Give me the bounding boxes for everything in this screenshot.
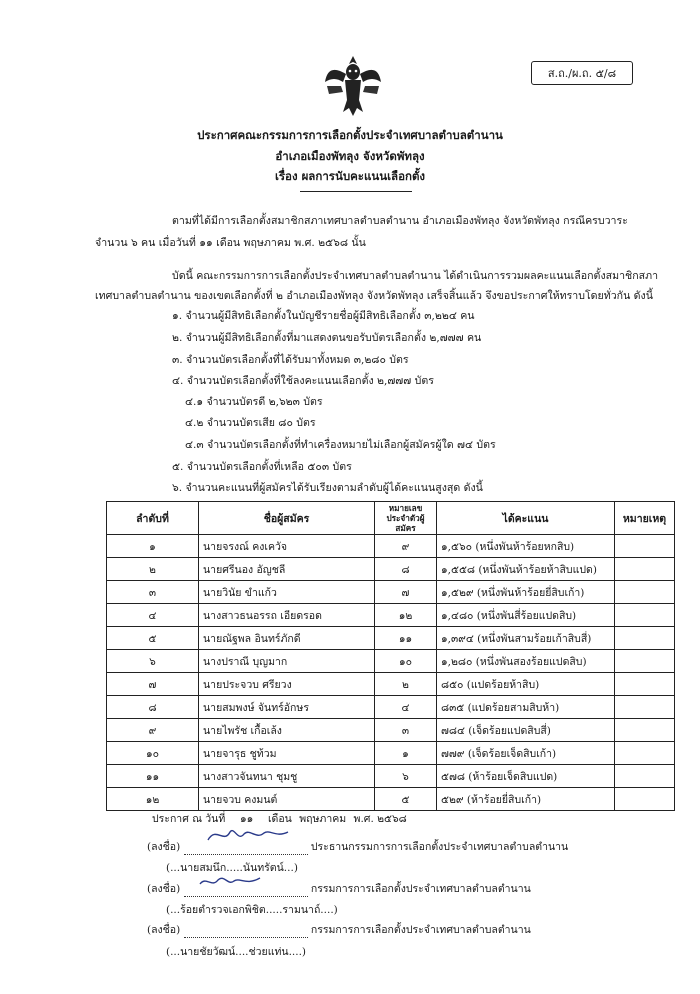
candidate-number-cell: ๙ (375, 535, 437, 558)
signature-1 (147, 838, 568, 855)
note-cell (615, 581, 675, 604)
note-cell (615, 604, 675, 627)
candidate-number-cell: ๕ (375, 788, 437, 811)
candidate-number-cell: ๗ (375, 581, 437, 604)
candidate-number-cell: ๔ (375, 696, 437, 719)
rank-cell: ๑๐ (107, 742, 199, 765)
announce-month-label: เดือน (267, 813, 292, 825)
score-cell: ๗๗๙ (เจ็ดร้อยเจ็ดสิบเก้า) (437, 742, 615, 765)
note-cell (615, 742, 675, 765)
table-row (107, 650, 675, 673)
candidate-name-cell: นางปราณี บุญมาก (199, 650, 375, 673)
signature-3-line (184, 937, 308, 938)
table-row (107, 719, 675, 742)
rank-cell: ๑๒ (107, 788, 199, 811)
candidate-number-cell: ๑๑ (375, 627, 437, 650)
note-cell (615, 558, 675, 581)
candidate-number-cell: ๒ (375, 673, 437, 696)
note-cell (615, 788, 675, 811)
announce-year: ๒๕๖๘ (377, 813, 407, 825)
body-line-1: บัดนี้ คณะกรรมการการเลือกตั้งประจำเทศบาลตำบลตำนาน ได้ดำเนินการรวมผลคะแนนเลือกตั้งสมาชิกสภา (172, 270, 659, 282)
announce-year-label: พ.ศ. (353, 813, 374, 825)
note-cell (615, 719, 675, 742)
rank-cell: ๓ (107, 581, 199, 604)
candidate-name-cell: นายจารุธ ชูท้วม (199, 742, 375, 765)
candidate-name-cell: นางสาวจันทนา ชุมชู (199, 765, 375, 788)
signature-2-role: กรรมการการเลือกตั้งประจำเทศบาลตำบลตำนาน (310, 883, 531, 895)
table-row (107, 558, 675, 581)
score-cell: ๗๘๔ (เจ็ดร้อยแปดสิบสี่) (437, 719, 615, 742)
announce-month: พฤษภาคม (299, 813, 347, 825)
table-row (107, 581, 675, 604)
header-title: ประกาศคณะกรรมการการเลือกตั้งประจำเทศบาลตำบลตำนาน (197, 128, 503, 142)
col-number-header (375, 502, 437, 535)
item-4-2: ๔.๒ จำนวนบัตรเสีย ๘๐ บัตร (185, 417, 316, 429)
item-5: ๕. จำนวนบัตรเลือกตั้งที่เหลือ ๕๐๓ บัตร (172, 461, 352, 473)
note-cell (615, 765, 675, 788)
announce-day: ๑๑ (239, 813, 254, 825)
candidate-number-cell: ๑๐ (375, 650, 437, 673)
table-row (107, 696, 675, 719)
score-cell: ๘๕๐ (แปดร้อยห้าสิบ) (437, 673, 615, 696)
rank-cell: ๙ (107, 719, 199, 742)
note-cell (615, 535, 675, 558)
header-divider (300, 191, 412, 192)
note-cell (615, 673, 675, 696)
rank-cell: ๑๑ (107, 765, 199, 788)
score-cell: ๑,๕๕๘ (หนึ่งพันห้าร้อยห้าสิบแปด) (437, 558, 615, 581)
table-row (107, 535, 675, 558)
col-score-header: ได้คะแนน (437, 502, 615, 535)
table-row (107, 627, 675, 650)
signature-2-line (184, 896, 308, 897)
signature-2-name: (...ร้อยตำรวจเอกพิชิต.....รามนาถ์....) (166, 904, 338, 916)
candidate-name-cell: นายประจวบ ศรียวง (199, 673, 375, 696)
candidate-name-cell: นางสาวธนอรรถ เอียดรอด (199, 604, 375, 627)
note-cell (615, 627, 675, 650)
item-4-3: ๔.๓ จำนวนบัตรเลือกตั้งที่ทำเครื่องหมายไม่เลือกผู้สมัครผู้ใด ๗๔ บัตร (185, 439, 496, 451)
table-row (107, 742, 675, 765)
candidate-name-cell: นายสมพงษ์ จันทร์อักษร (199, 696, 375, 719)
note-cell (615, 650, 675, 673)
signature-1-role: ประธานกรรมการการเลือกตั้งประจำเทศบาลตำบลตำนาน (310, 841, 569, 853)
rank-cell: ๗ (107, 673, 199, 696)
signature-3-name: (...นายชัยวัฒน์....ช่วยแท่น....) (166, 946, 307, 958)
signature-3-role: กรรมการการเลือกตั้งประจำเทศบาลตำบลตำนาน (310, 924, 531, 936)
signature-1-line (184, 854, 308, 855)
candidate-name-cell: นายไพรัช เกื้อเล้ง (199, 719, 375, 742)
announce-prefix: ประกาศ ณ วันที่ (152, 813, 226, 825)
candidate-number-cell: ๑๒ (375, 604, 437, 627)
score-cell: ๑,๓๙๔ (หนึ่งพันสามร้อยเก้าสิบสี่) (437, 627, 615, 650)
table-body (107, 535, 675, 811)
candidate-number-cell: ๓ (375, 719, 437, 742)
header-subject: เรื่อง ผลการนับคะแนนเลือกตั้ง (274, 169, 426, 183)
rank-cell: ๖ (107, 650, 199, 673)
score-cell: ๑,๕๖๐ (หนึ่งพันห้าร้อยหกสิบ) (437, 535, 615, 558)
item-1: ๑. จำนวนผู้มีสิทธิเลือกตั้งในบัญชีรายชื่อผู้มีสิทธิเลือกตั้ง ๓,๒๒๔ คน (172, 310, 475, 322)
signature-2 (147, 880, 531, 897)
item-6: ๖. จำนวนคะแนนที่ผู้สมัครได้รับเรียงตามลำดับผู้ได้คะแนนสูงสุด ดังนี้ (172, 482, 483, 494)
candidate-number-cell: ๘ (375, 558, 437, 581)
rank-cell: ๔ (107, 604, 199, 627)
form-code-box (531, 61, 633, 85)
signature-2-label: (ลงชื่อ) (147, 883, 181, 895)
score-cell: ๕๒๙ (ห้าร้อยยี่สิบเก้า) (437, 788, 615, 811)
candidate-name-cell: นายจวบ คงมนต์ (199, 788, 375, 811)
table-row (107, 673, 675, 696)
rank-cell: ๘ (107, 696, 199, 719)
signature-1-name: (...นายสมนึก.....นันทรัตน์...) (166, 862, 298, 874)
col-rank-header: ลำดับที่ (107, 502, 199, 535)
col-number-header-line2: ประจำตัวผู้สมัคร (386, 513, 425, 533)
col-note-header: หมายเหตุ (615, 502, 675, 535)
table-row (107, 765, 675, 788)
table-row (107, 604, 675, 627)
header-district: อำเภอเมืองพัทลุง จังหวัดพัทลุง (275, 149, 425, 163)
table-row (107, 788, 675, 811)
form-code: ส.ถ./ผ.ถ. ๕/๘ (547, 67, 617, 80)
candidate-name-cell: นายจรงณ์ คงเควัจ (199, 535, 375, 558)
candidate-number-cell: ๑ (375, 742, 437, 765)
results-table (106, 501, 675, 811)
score-cell: ๑,๕๒๙ (หนึ่งพันห้าร้อยยี่สิบเก้า) (437, 581, 615, 604)
rank-cell: ๑ (107, 535, 199, 558)
item-2: ๒. จำนวนผู้มีสิทธิเลือกตั้งที่มาแสดงตนขอรับบัตรเลือกตั้ง ๒,๗๗๗ คน (172, 332, 482, 344)
candidate-name-cell: นายวินัย ขำแก้ว (199, 581, 375, 604)
note-cell (615, 696, 675, 719)
score-cell: ๕๗๘ (ห้าร้อยเจ็ดสิบแปด) (437, 765, 615, 788)
rank-cell: ๒ (107, 558, 199, 581)
item-4-1: ๔.๑ จำนวนบัตรดี ๒,๖๒๓ บัตร (185, 396, 323, 408)
body-line-2: เทศบาลตำบลตำนาน ของเขตเลือกตั้งที่ ๒ อำเภอเมืองพัทลุง จังหวัดพัทลุง เสร็จสิ้นแล้ว จึงขอประกาศให้ทราบโดยทั่วกัน ดังนี้ (95, 290, 653, 302)
garuda-emblem-icon (323, 52, 383, 118)
score-cell: ๘๓๕ (แปดร้อยสามสิบห้า) (437, 696, 615, 719)
item-4: ๔. จำนวนบัตรเลือกตั้งที่ใช้ลงคะแนนเลือกตั้ง ๒,๗๗๗ บัตร (172, 375, 434, 387)
candidate-name-cell: นายณัฐพล อินทร์ภักดี (199, 627, 375, 650)
candidate-number-cell: ๖ (375, 765, 437, 788)
intro-line-2: จำนวน ๖ คน เมื่อวันที่ ๑๑ เดือน พฤษภาคม พ.ศ. ๒๕๖๘ นั้น (95, 237, 366, 249)
rank-cell: ๕ (107, 627, 199, 650)
candidate-name-cell: นายศรีนอง อัญชลี (199, 558, 375, 581)
score-cell: ๑,๔๘๐ (หนึ่งพันสี่ร้อยแปดสิบ) (437, 604, 615, 627)
signature-1-label: (ลงชื่อ) (147, 841, 181, 853)
score-cell: ๑,๒๘๐ (หนึ่งพันสองร้อยแปดสิบ) (437, 650, 615, 673)
intro-line-1: ตามที่ได้มีการเลือกตั้งสมาชิกสภาเทศบาลตำบลตำนาน อำเภอเมืองพัทลุง จังหวัดพัทลุง กรณีครบวาระ (172, 215, 628, 227)
signature-3 (147, 921, 531, 938)
signature-3-label: (ลงชื่อ) (147, 924, 181, 936)
col-name-header: ชื่อผู้สมัคร (199, 502, 375, 535)
table-header-row (107, 502, 675, 535)
item-3: ๓. จำนวนบัตรเลือกตั้งที่ได้รับมาทั้งหมด ๓,๒๘๐ บัตร (172, 354, 409, 366)
col-number-header-line1: หมายเลข (388, 503, 423, 513)
